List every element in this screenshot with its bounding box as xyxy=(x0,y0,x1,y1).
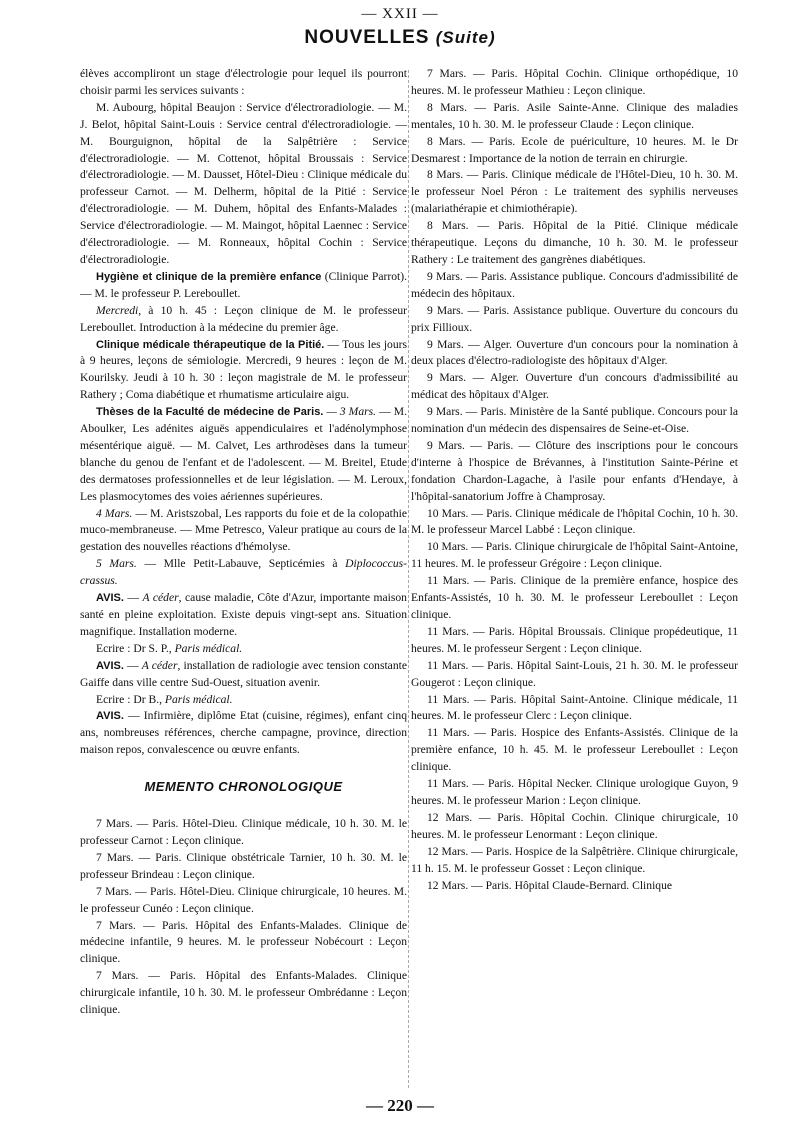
paragraph: M. Aubourg, hôpital Beaujon : Service d'électroradiologie. — M. J. Belot, hôpital Saint-Louis : Service central d'électroradiologie. — M. Bourguignon, hôpital de la Salpêtrière : Service d'électroradiologie. — M. Cottenot, hôpital Broussais : Service d'électroradiologie. — M. Dausset, Hôtel-Dieu : Clinique médicale du professeur Carnot. — M. Delherm, hôpital de la Pitié : Service d'électroradiologie. — M. Duhem, hôpital des Enfants-Malades : Service d'électroradiologie. — M. Maingot, hôpital Laennec : Service d'électroradiologie. — M. Ronneaux, hôpital Cochin : Service d'électroradiologie. xyxy=(80,100,407,266)
ad-italic: A céder xyxy=(141,658,178,672)
page-number: — 220 — xyxy=(366,1096,434,1115)
ad-lead: AVIS. xyxy=(96,659,124,672)
memento-entry: 12 Mars. — Paris. Hospice de la Salpêtrière. Clinique chirurgicale, 11 h. 15. M. le professeur Gosset : Leçon clinique. xyxy=(411,844,738,875)
memento-entry: 9 Mars. — Paris. Assistance publique. Ouverture du concours du prix Fillioux. xyxy=(411,303,738,334)
right-column xyxy=(411,66,738,894)
paragraph-italic: Diplococcus-crassus. xyxy=(80,557,407,588)
paragraph-title: Clinique médicale thérapeutique de la Pitié. xyxy=(96,338,325,351)
ad-paragraph xyxy=(80,590,407,641)
ad-dash: — xyxy=(123,591,143,605)
memento-entry: 11 Mars. — Paris. Hôpital Saint-Louis, 21 h. 30. M. le professeur Gougerot : Leçon clinique. xyxy=(411,658,738,689)
memento-entry: 7 Mars. — Paris. Hôtel-Dieu. Clinique médicale, 10 h. 30. M. le professeur Carnot : Leçon clinique. xyxy=(80,817,407,847)
section-title: NOUVELLES xyxy=(304,27,430,48)
paragraph-text: , à 10 h. 45 : Leçon clinique de M. le professeur Lereboullet. Introduction à la médecine du premier âge. xyxy=(80,303,407,334)
paragraph-date: 5 Mars. xyxy=(96,557,137,571)
paragraph xyxy=(80,506,407,557)
memento-entry: 10 Mars. — Paris. Clinique chirurgicale de l'hôpital Saint-Antoine, 11 heures. M. le professeur Grégoire : Leçon clinique. xyxy=(411,540,738,571)
memento-entry: 7 Mars. — Paris. Clinique obstétricale Tarnier, 10 h. 30. M. le professeur Brindeau : Leçon clinique. xyxy=(80,850,407,881)
memento-entry: 9 Mars. — Alger. Ouverture d'un concours d'admissibilité au médicat des hôpitaux d'Alger. xyxy=(411,371,738,402)
paragraph xyxy=(80,404,407,505)
ad-contact xyxy=(80,692,407,709)
memento-entry: 8 Mars. — Paris. Hôpital de la Pitié. Clinique médicale thérapeutique. Leçons du dimanche, 10 h. 30. M. le professeur Rathery : Le traitement des gangrènes diabétiques. xyxy=(411,219,738,266)
paragraph-title: Hygiène et clinique de la première enfance xyxy=(96,270,322,283)
paragraph-title: Thèses de la Faculté de médecine de Paris. xyxy=(96,406,324,419)
memento-entry: 9 Mars. — Paris. Assistance publique. Concours d'admissibilité de médecin des hôpitaux. xyxy=(411,269,738,300)
ad-text: — Infirmière, diplôme Etat (cuisine, régimes), enfant cinq ans, nombreuses références, cherche campagne, province, direction maison repos, convalescence ou œuvre enfants. xyxy=(80,709,407,757)
memento-heading: MEMENTO CHRONOLOGIQUE xyxy=(144,779,343,795)
paragraph xyxy=(80,303,407,337)
memento-entry: 8 Mars. — Paris. Clinique médicale de l'Hôtel-Dieu, 10 h. 30. M. le professeur Noel Péron : Le traitement des syphilis nerveuses (malariathérapie et chimiothérapie). xyxy=(411,168,738,216)
memento-entry: 11 Mars. — Paris. Hospice des Enfants-Assistés. Clinique de la première enfance, 10 h. 45. M. le professeur Lereboullet : Leçon clinique. xyxy=(411,726,738,774)
memento-entry: 7 Mars. — Paris. Hôtel-Dieu. Clinique chirurgicale, 10 heures. M. le professeur Cunéo : Leçon clinique. xyxy=(80,884,407,915)
paragraph xyxy=(80,337,407,405)
paragraph-lead: Mercredi xyxy=(96,303,139,317)
memento-entry: 9 Mars. — Paris. — Clôture des inscriptions pour le concours d'interne à l'hospice de Brévannes, à l'institution Sainte-Périne et fondation Chardon-Lagache, à l'asile pour enfants d'Hendaye, à l'hôpital-sanatorium Joffre à Champrosay. xyxy=(411,438,738,503)
ad-paragraph xyxy=(80,658,407,692)
memento-entry: 11 Mars. — Paris. Hôpital Necker. Clinique urologique Guyon, 9 heures. M. le professeur Marion : Leçon clinique. xyxy=(411,777,738,807)
ad-italic: A céder xyxy=(142,591,179,605)
paragraph xyxy=(80,556,407,590)
ad-text: , installation de radiologie avec tension constante Gaiffe dans ville centre Sud-Ouest, situation avenir. xyxy=(80,658,407,689)
ad-contact-italic: Paris médical. xyxy=(174,641,243,655)
memento-entry: 7 Mars. — Paris. Hôpital Cochin. Clinique orthopédique, 10 heures. M. le professeur Mathieu : Leçon clinique. xyxy=(411,67,738,97)
memento-entry: 7 Mars. — Paris. Hôpital des Enfants-Malades. Clinique chirurgicale infantile, 10 h. 30. M. le professeur Ombrédanne : Leçon clinique. xyxy=(80,969,407,1017)
paragraph-date: — 3 Mars. xyxy=(323,405,377,419)
memento-entry: 11 Mars. — Paris. Hôpital Saint-Antoine. Clinique médicale, 11 heures. M. le professeur Clerc : Leçon clinique. xyxy=(411,692,738,723)
memento-entry: 9 Mars. — Alger. Ouverture d'un concours pour la nomination à deux places d'électro-radiologiste des hôpitaux d'Alger. xyxy=(411,337,738,368)
paragraph-text: — M. Aristszobal, Les rapports du foie et de la colopathie muco-membraneuse. — Mme Petresco, Valeur pratique au cours de la gestation des nouvelles réactions d'hémolyse. xyxy=(80,506,407,554)
ad-contact xyxy=(80,641,407,658)
left-column xyxy=(80,66,407,1019)
column-divider xyxy=(408,70,409,1088)
memento-entry: 8 Mars. — Paris. Asile Sainte-Anne. Clinique des maladies mentales, 10 h. 30. M. le professeur Claude : Leçon clinique. xyxy=(411,100,738,131)
page-header-roman: — XXII — xyxy=(361,6,439,22)
memento-entry: 11 Mars. — Paris. Hôpital Broussais. Clinique propédeutique, 11 heures. M. le professeur Sergent : Leçon clinique. xyxy=(411,624,738,655)
ad-lead: AVIS. xyxy=(96,592,124,605)
paragraph: élèves accompliront un stage d'électrologie pour lequel ils pourront choisir parmi les services suivants : xyxy=(80,67,407,97)
memento-entry: 11 Mars. — Paris. Clinique de la première enfance, hospice des Enfants-Assistés, 10 h. 30. M. le professeur Lereboullet : Leçon clinique. xyxy=(411,574,738,621)
paragraph xyxy=(80,269,407,303)
memento-entry: 9 Mars. — Paris. Ministère de la Santé publique. Concours pour la nomination d'un médecin des dispensaires de Seine-et-Oise. xyxy=(411,405,738,436)
paragraph-text: — Mlle Petit-Labauve, Septicémies à xyxy=(136,557,346,571)
memento-entry: 12 Mars. — Paris. Hôpital Cochin. Clinique chirurgicale, 10 heures. M. le professeur Lenormant : Leçon clinique. xyxy=(411,810,738,841)
ad-contact-text: Ecrire : Dr B., xyxy=(96,692,165,706)
ad-contact-text: Ecrire : Dr S. P., xyxy=(96,641,175,655)
memento-entry: 12 Mars. — Paris. Hôpital Claude-Bernard. Clinique xyxy=(427,878,673,892)
ad-paragraph xyxy=(80,708,407,759)
ad-lead: AVIS. xyxy=(96,710,124,723)
ad-text: , cause maladie, Côte d'Azur, importante maison santé en pleine exploitation. Existe depuis vingt-sept ans. Situation magnifique. Installation moderne. xyxy=(80,591,407,638)
section-suite: (Suite) xyxy=(435,28,496,47)
memento-entry: 7 Mars. — Paris. Hôpital des Enfants-Malades. Clinique de médecine infantile, 9 heures. M. le professeur Nobécourt : Leçon clinique. xyxy=(80,918,407,966)
memento-entry: 8 Mars. — Paris. Ecole de puériculture, 10 heures. M. le Dr Desmarest : Importance de la notion de terrain en chirurgie. xyxy=(411,134,738,165)
memento-entry: 10 Mars. — Paris. Clinique médicale de l'hôpital Cochin, 10 h. 30. M. le professeur Marcel Labbé : Leçon clinique. xyxy=(411,506,738,537)
ad-dash: — xyxy=(123,658,142,672)
paragraph-text: — M. Aboulker, Les adénites aiguës appendiculaires et l'adénolymphose mésentérique aiguë. — M. Calvet, Les arthrodèses dans la tumeur blanche du genou de l'enfant et de l'adolescent. — M. Breitel, Etude des dermatoses professionnelles et de leur législation. — M. Leroux, Les plasmocytomes des voies aériennes supérieures. xyxy=(80,405,407,503)
paragraph-date: 4 Mars. xyxy=(96,506,133,520)
paragraph-text: (Clinique Parrot). — M. le professeur P. Lereboullet. xyxy=(80,269,408,300)
ad-contact-italic: Paris médical. xyxy=(164,692,233,706)
paragraph-text: — Tous les jours à 9 heures, leçons de sémiologie. Mercredi, 9 heures : leçon de M. Kourilsky. Jeudi à 10 h. 30 : leçon magistrale de M. le professeur Rathery ; Coma diabétique et rhumatisme articulaire aigu. xyxy=(80,337,408,402)
section-heading xyxy=(0,27,800,49)
